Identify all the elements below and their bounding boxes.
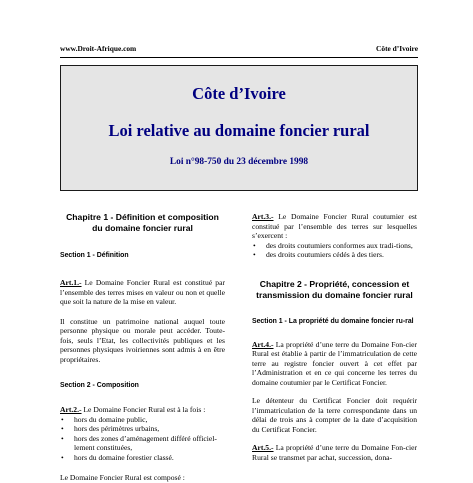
law-reference: Loi n°98-750 du 23 décembre 1998 bbox=[169, 157, 309, 167]
article-3-number: Art.3.- bbox=[252, 212, 274, 221]
header-rule bbox=[60, 57, 418, 58]
law-title: Loi relative au domaine foncier rural bbox=[108, 121, 370, 140]
list-item: • hors du domaine forestier classé. bbox=[60, 453, 225, 463]
article-1-paragraph-2: Il constitue un patrimoine national auquel toute personne physique ou morale peut accéder. Toute-fois, seuls l’Etat, les collectivités publiques et les personnes physiques ivoiriennes sont admis à en être propriétaires. bbox=[60, 316, 225, 364]
article-4 bbox=[252, 340, 417, 388]
article-4-paragraph-2: Le détenteur du Certificat Foncier doit requérir l’immatriculation de la terre correspondante dans un délai de trois ans à compter de la date d’acquisition du Certificat Foncier. bbox=[252, 396, 417, 434]
chapter-1-line2: du domaine foncier rural bbox=[92, 223, 193, 233]
title-box bbox=[60, 65, 418, 191]
article-1-number: Art.1.- bbox=[60, 278, 82, 287]
article-2-text: Le Domaine Foncier Rural est à la fois : bbox=[81, 405, 206, 414]
title-country: Côte d’Ivoire bbox=[192, 84, 286, 103]
article-1 bbox=[60, 278, 225, 307]
article-3-text: Le Domaine Foncier Rural coutumier est constitué par l’ensemble des terres sur lesquelles s’exercent : bbox=[252, 212, 417, 240]
chapter-1-heading bbox=[60, 212, 225, 234]
list-item: • hors du domaine public, bbox=[60, 415, 225, 425]
article-4-text: La propriété d’une terre du Domaine Fon-cier Rural est établie à partir de l’immatriculation de cette terre au registre foncier ouvert à cet effet par l’Administration et en ce qui concerne les terres du domaine coutumier par le Certificat Foncier. bbox=[252, 339, 417, 387]
list-item: • des droits coutumiers cédés à des tiers. bbox=[252, 250, 417, 260]
article-2-list bbox=[60, 415, 225, 463]
chapter-2-line2: transmission du domaine foncier rural bbox=[256, 289, 413, 300]
article-3-list bbox=[252, 241, 417, 260]
article-5-number: Art.5.- bbox=[252, 443, 274, 452]
left-column bbox=[60, 212, 225, 483]
article-4-number: Art.4.- bbox=[252, 339, 274, 349]
list-item: • des droits coutumiers conformes aux tradi-tions, bbox=[252, 241, 417, 251]
page-header bbox=[60, 44, 418, 56]
chapter-2-heading bbox=[252, 279, 417, 301]
chapter-1-line1: Chapitre 1 - Définition et composition bbox=[66, 212, 219, 222]
chapter-2-line1: Chapitre 2 - Propriété, concession et bbox=[259, 278, 410, 289]
article-1-text: Le Domaine Foncier Rural est constitué par l’ensemble des terres mises en valeur ou non et quelle que soit la nature de la mise en valeur. bbox=[60, 278, 225, 306]
list-item: • hors des zones d’aménagement différé officiel-lement constituées, bbox=[60, 434, 225, 453]
right-column bbox=[252, 212, 417, 462]
site-url[interactable]: www.Droit-Afrique.com bbox=[60, 44, 137, 53]
article-3 bbox=[252, 212, 417, 241]
article-5-text: La propriété d’une terre du Domaine Fon-cier Rural se transmet par achat, succession, dona- bbox=[252, 443, 417, 462]
article-2-number: Art.2.- bbox=[60, 405, 82, 414]
article-5 bbox=[252, 443, 417, 462]
section-1-heading-right: Section 1 - La propriété du domaine foncier ru-ral bbox=[252, 317, 414, 325]
article-2 bbox=[60, 405, 225, 415]
section-1-heading: Section 1 - Définition bbox=[60, 252, 129, 259]
header-country: Côte d’Ivoire bbox=[376, 44, 418, 53]
section-2-heading: Section 2 - Composition bbox=[60, 382, 139, 389]
article-2-tail: Le Domaine Foncier Rural est composé : bbox=[60, 473, 185, 482]
list-item: • hors des périmètres urbains, bbox=[60, 424, 225, 434]
